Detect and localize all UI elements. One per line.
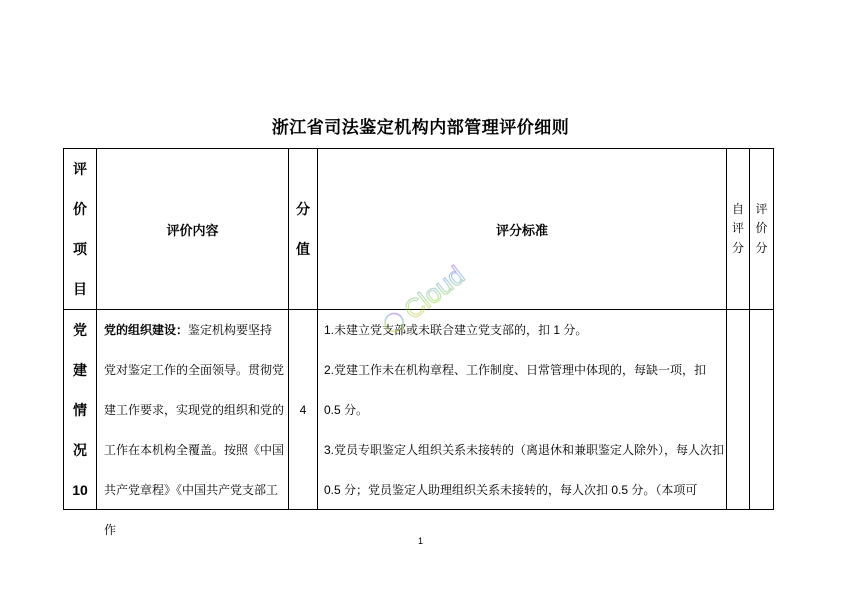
evaluation-table <box>63 148 774 537</box>
header-score-label: 分值 <box>296 201 310 257</box>
row-item-cell <box>64 310 97 510</box>
row-self-score-cell <box>727 310 750 510</box>
table-row <box>64 310 774 510</box>
criteria-item: 2.党建工作未在机构章程、工作制度、日常管理中体现的，每缺一项，扣 0.5 分。 <box>324 363 707 417</box>
header-cell-score <box>289 149 318 310</box>
criteria-item: 1.未建立党支部或未联合建立党支部的，扣 1 分。 <box>324 323 588 337</box>
watermark-text: Cloud <box>398 259 471 326</box>
row-eval-score-cell <box>750 310 774 510</box>
row-item-label: 党建情况10 <box>72 322 88 498</box>
content-label: 党的组织建设： <box>104 323 189 337</box>
header-cell-criteria <box>318 149 727 310</box>
document-title: 浙江省司法鉴定机构内部管理评价细则 <box>271 118 570 137</box>
row-content-text <box>97 310 284 550</box>
header-cell-content <box>97 149 289 310</box>
criteria-list <box>318 310 726 510</box>
page-number: 1 <box>417 536 423 546</box>
row-content-cell <box>97 310 289 537</box>
header-criteria-label: 评分标准 <box>495 222 548 238</box>
criteria-item: 3.党员专职鉴定人组织关系未接转的（离退休和兼职鉴定人除外），每人次扣 0.5 分；党员鉴定人助理组织关系未接转的，每人次扣 0.5 分。（本项可 <box>324 443 725 497</box>
content-body: 鉴定机构要坚持党对鉴定工作的全面领导。贯彻党建工作要求，实现党的组织和党的工作在本机构全覆盖。按照《中国共产党章程》《中国共产党支部工作 <box>104 323 285 537</box>
table-header-row <box>64 149 774 310</box>
header-cell-self-score <box>727 149 750 310</box>
header-self-score-label: 自评分 <box>731 201 744 255</box>
row-score-cell <box>289 310 318 510</box>
row-criteria-cell <box>318 310 727 510</box>
header-item-label: 评价项目 <box>73 161 87 297</box>
header-eval-score-label: 评价分 <box>755 201 768 255</box>
header-cell-item <box>64 149 97 310</box>
header-cell-eval-score <box>750 149 774 310</box>
row-score-value: 4 <box>299 402 307 417</box>
header-content-label: 评价内容 <box>166 222 219 238</box>
